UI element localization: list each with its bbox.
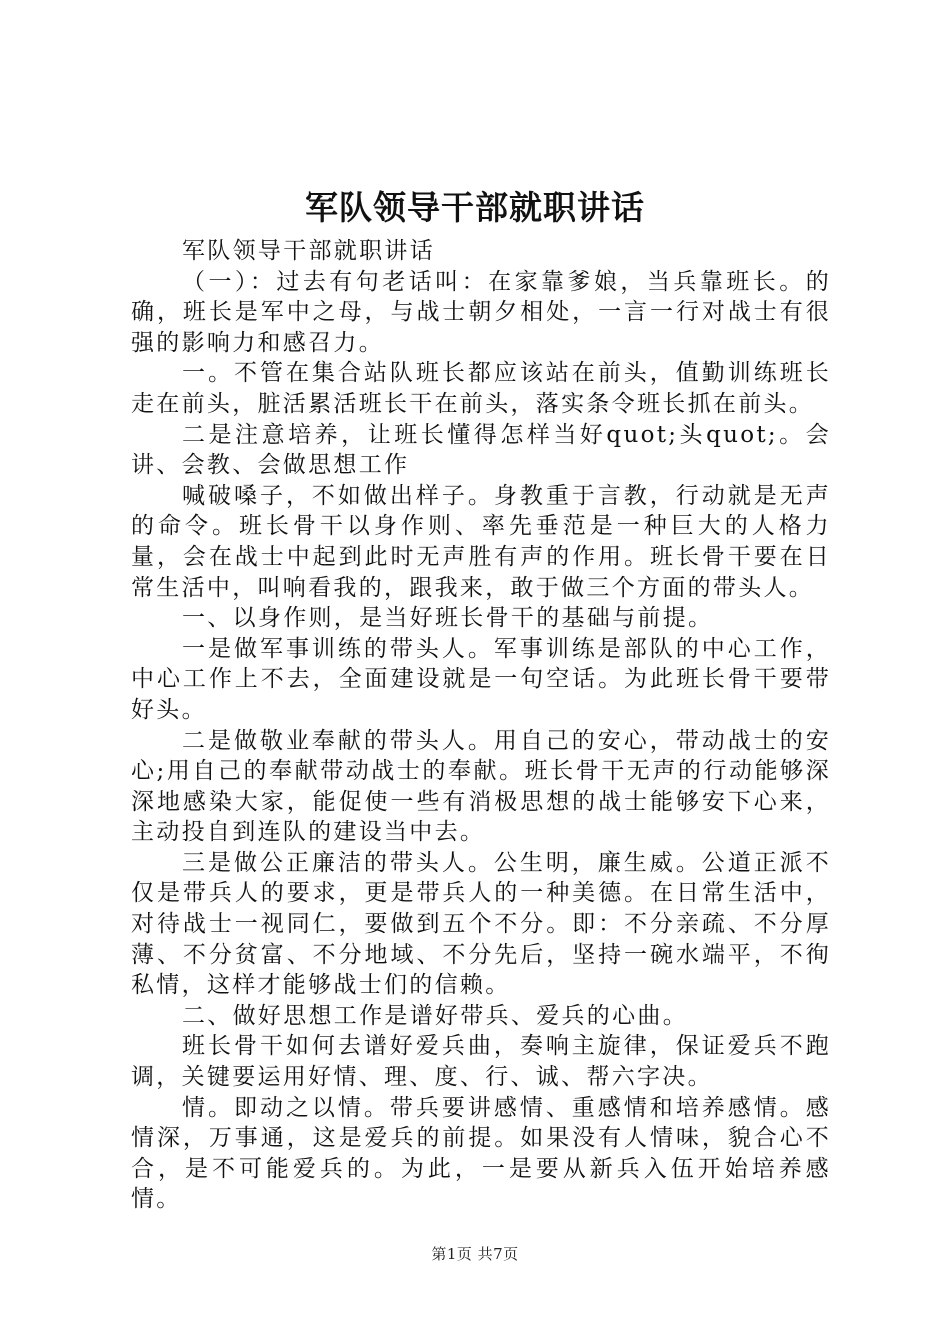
paragraph: （一）：过去有句老话叫：在家靠爹娘，当兵靠班长。的确，班长是军中之母，与战士朝夕相处，一言一行对战士有很强的影响力和感召力。 — [131, 268, 831, 356]
page-footer: 第1页 共7页 — [431, 1245, 519, 1263]
paragraph: 班长骨干如何去谱好爱兵曲，奏响主旋律，保证爱兵不跑调，关键要运用好情、理、度、行、诚、帮六字决。 — [131, 1033, 831, 1091]
paragraph: 一是做军事训练的带头人。军事训练是部队的中心工作，中心工作上不去，全面建设就是一句空话。为此班长骨干要带好头。 — [131, 635, 831, 723]
paragraph: 二、做好思想工作是谱好带兵、爱兵的心曲。 — [182, 1002, 688, 1029]
paragraph: 一。不管在集合站队班长都应该站在前头，值勤训练班长走在前头，脏活累活班长干在前头，落实条令班长抓在前头。 — [131, 360, 831, 417]
paragraph: 二是做敬业奉献的带头人。用自己的安心，带动战士的安心;用自己的奉献带动战士的奉献。班长骨干无声的行动能够深深地感染大家，能促使一些有消极思想的战士能够安下心来，主动投自到连队的建设当中去。 — [131, 727, 831, 846]
paragraph: 喊破嗓子，不如做出样子。身教重于言教，行动就是无声的命令。班长骨干以身作则、率先垂范是一种巨大的人格力量，会在战士中起到此时无声胜有声的作用。班长骨干要在日常生活中，叫响看我的，跟我来，敢于做三个方面的带头人。 — [131, 482, 831, 601]
document-title: 军队领导干部就职讲话 — [305, 188, 645, 227]
paragraph: 一、以身作则，是当好班长骨干的基础与前提。 — [182, 605, 714, 632]
document-body — [131, 236, 831, 1215]
paragraph: 三是做公正廉洁的带头人。公生明，廉生威。公道正派不仅是带兵人的要求，更是带兵人的一种美德。在日常生活中，对待战士一视同仁，要做到五个不分。即：不分亲疏、不分厚薄、不分贫富、不分地域、不分先后，坚持一碗水端平，不徇私情，这样才能够战士们的信赖。 — [131, 849, 831, 999]
paragraph: 军队领导干部就职讲话 — [182, 238, 435, 264]
paragraph: 情。即动之以情。带兵要讲感情、重感情和培养感情。感情深，万事通，这是爱兵的前提。如果没有人情味，貌合心不合，是不可能爱兵的。为此，一是要从新兵入伍开始培养感情。 — [131, 1094, 831, 1213]
paragraph: 二是注意培养，让班长懂得怎样当好quot;头quot;。会讲、会教、会做思想工作 — [131, 421, 831, 479]
